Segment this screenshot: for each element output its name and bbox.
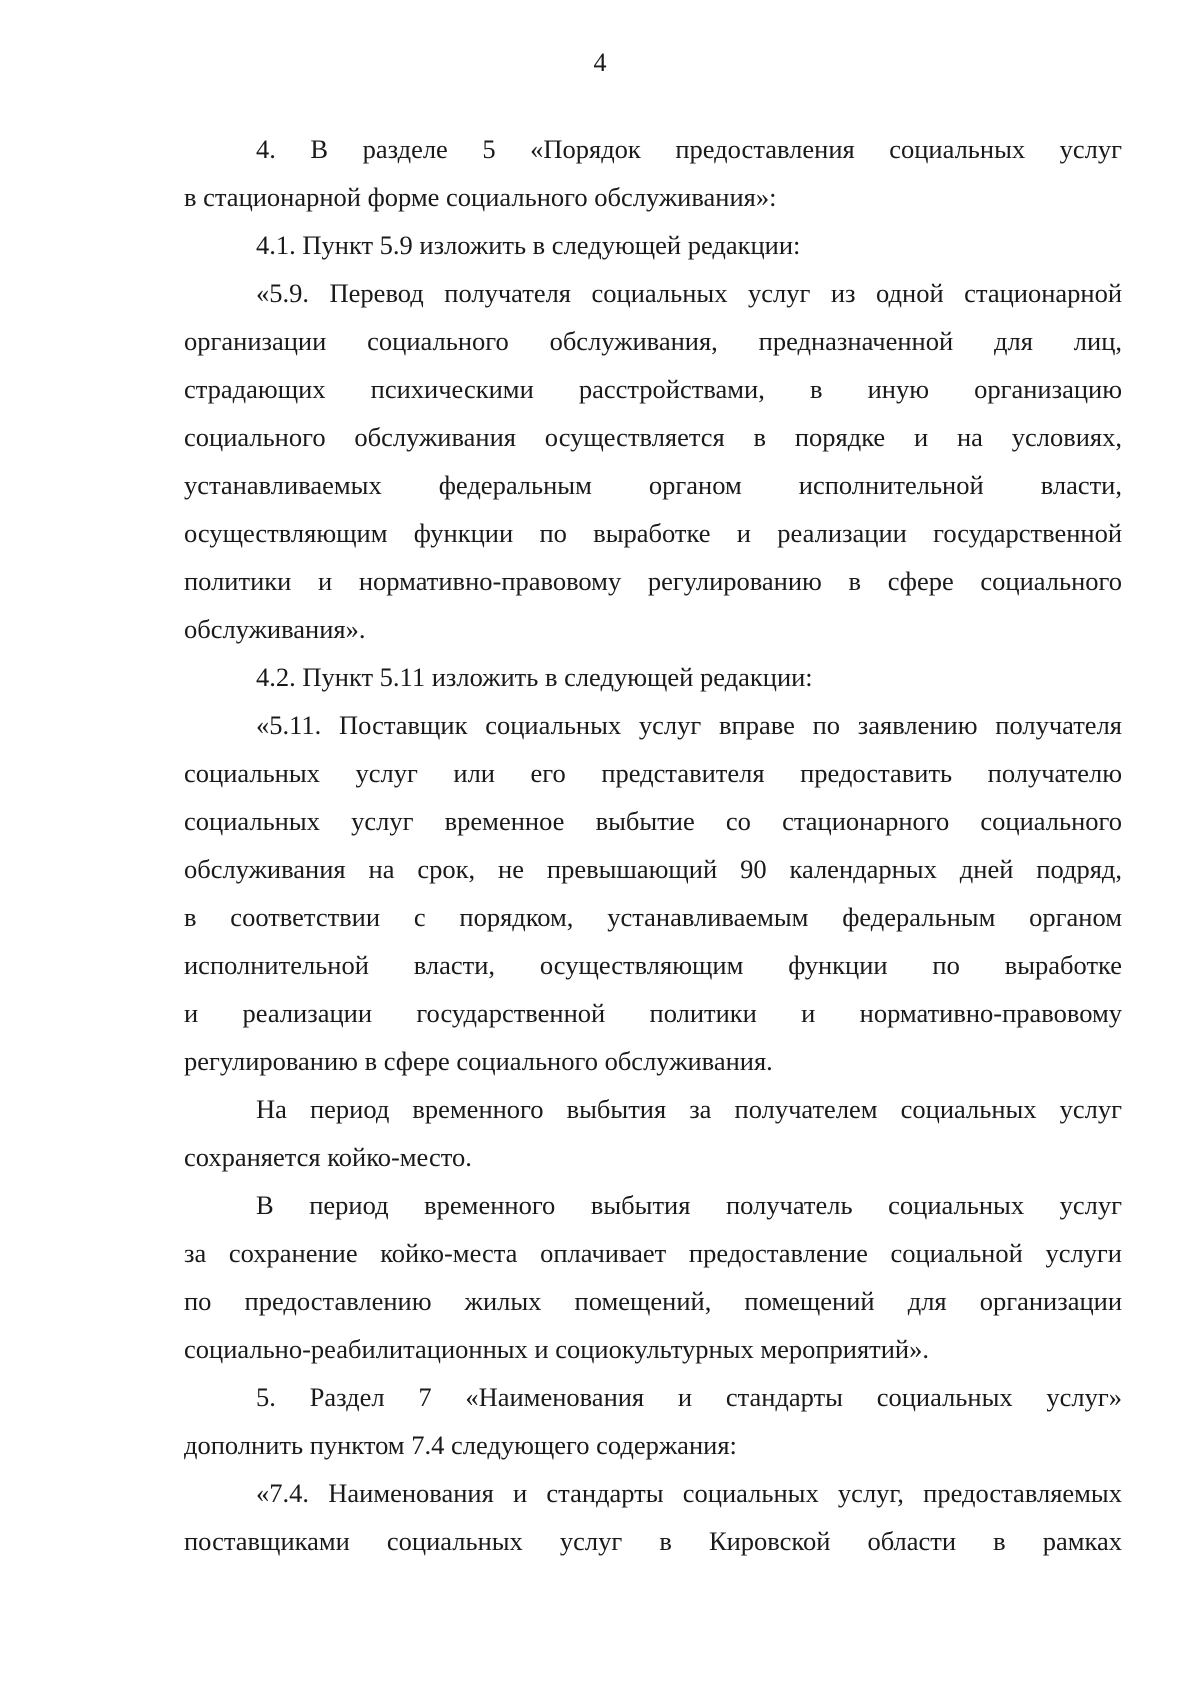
text-line: На период временного выбытия за получателем социальных услуг — [256, 1094, 1122, 1124]
text-line: за сохранение койко-места оплачивает предоставление социальной услуги — [184, 1238, 1122, 1268]
text-line: 5. Раздел 7 «Наименования и стандарты социальных услуг» — [256, 1382, 1122, 1412]
text-line: устанавливаемых федеральным органом исполнительной власти, — [184, 470, 1122, 500]
text-line: регулированию в сфере социального обслуживания. — [184, 1046, 773, 1076]
text-line: обслуживания на срок, не превышающий 90 календарных дней подряд, — [184, 854, 1122, 884]
text-line: социального обслуживания осуществляется в порядке и на условиях, — [184, 422, 1122, 452]
page-number: 4 — [593, 48, 607, 77]
text-line: «5.11. Поставщик социальных услуг вправе по заявлению получателя — [256, 710, 1122, 740]
text-line: в стационарной форме социального обслуживания»: — [184, 182, 777, 212]
text-line: страдающих психическими расстройствами, в иную организацию — [184, 374, 1122, 404]
text-line: дополнить пунктом 7.4 следующего содержания: — [184, 1430, 737, 1460]
text-line: социальных услуг временное выбытие со стационарного социального — [184, 806, 1122, 836]
text-line: сохраняется койко-место. — [184, 1142, 472, 1172]
text-line: по предоставлению жилых помещений, помещений для организации — [184, 1286, 1122, 1316]
text-line: 4. В разделе 5 «Порядок предоставления социальных услуг — [256, 134, 1122, 164]
text-line: исполнительной власти, осуществляющим функции по выработке — [184, 950, 1122, 980]
text-line: политики и нормативно-правовому регулированию в сфере социального — [184, 566, 1122, 596]
document-body — [184, 125, 1122, 1565]
text-line: 4.1. Пункт 5.9 изложить в следующей редакции: — [256, 230, 801, 260]
text-line: осуществляющим функции по выработке и реализации государственной — [184, 518, 1122, 548]
text-line: обслуживания». — [184, 614, 366, 644]
text-line: социально-реабилитационных и социокультурных мероприятий». — [184, 1334, 929, 1364]
text-line: «7.4. Наименования и стандарты социальных услуг, предоставляемых — [256, 1478, 1122, 1508]
text-line: и реализации государственной политики и нормативно-правовому — [184, 998, 1122, 1028]
text-line: в соответствии с порядком, устанавливаемым федеральным органом — [184, 902, 1122, 932]
text-line: организации социального обслуживания, предназначенной для лиц, — [184, 326, 1122, 356]
text-line: 4.2. Пункт 5.11 изложить в следующей редакции: — [256, 662, 813, 692]
text-line: «5.9. Перевод получателя социальных услуг из одной стационарной — [256, 278, 1122, 308]
text-line: поставщиками социальных услуг в Кировской области в рамках — [184, 1526, 1122, 1556]
text-line: В период временного выбытия получатель социальных услуг — [256, 1190, 1122, 1220]
text-line: социальных услуг или его представителя предоставить получателю — [184, 758, 1122, 788]
